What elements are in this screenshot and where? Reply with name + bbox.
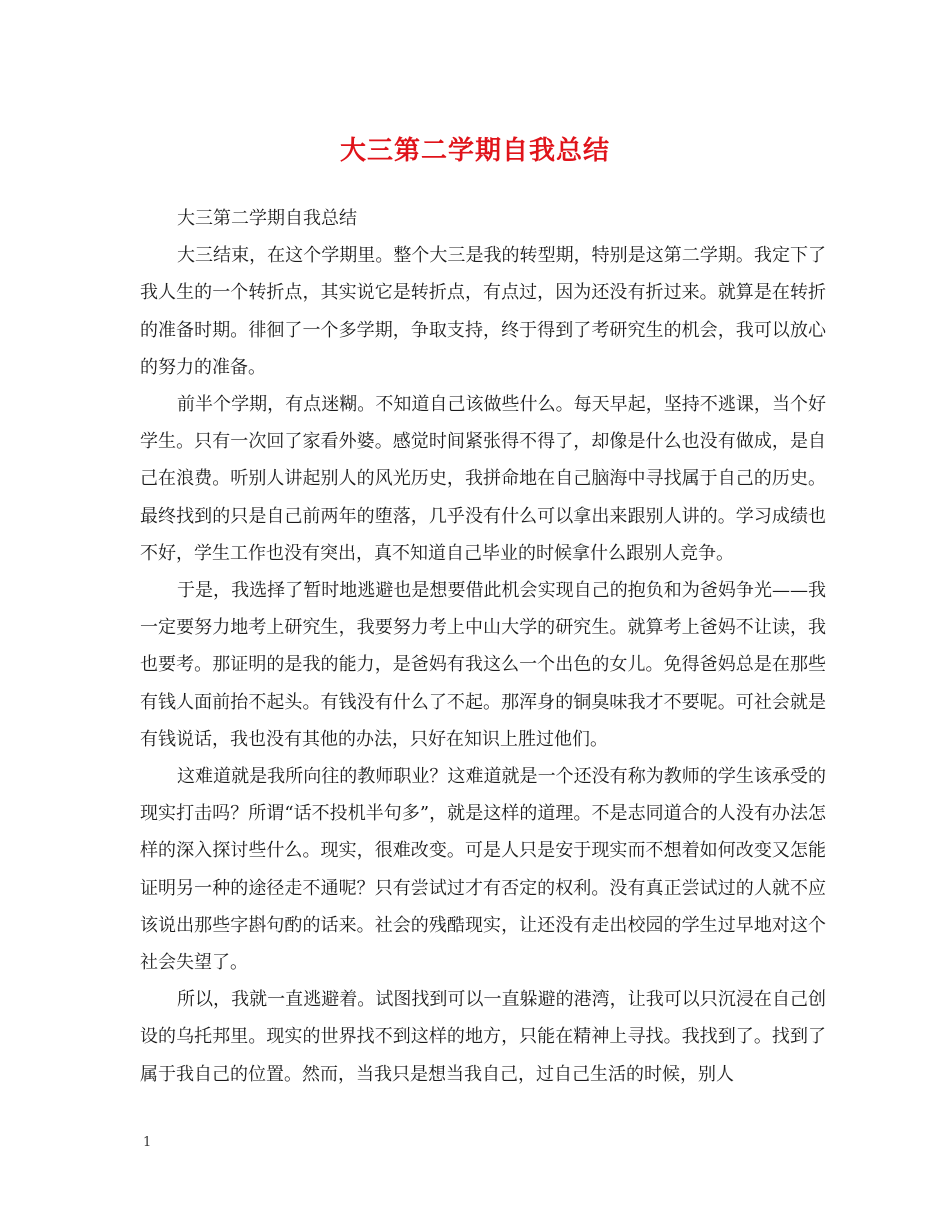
paragraph-subtitle: 大三第二学期自我总结	[177, 208, 357, 229]
document-body	[140, 200, 826, 1093]
document-title: 大三第二学期自我总结	[339, 136, 610, 166]
paragraph: 前半个学期，有点迷糊。不知道自己该做些什么。每天早起，坚持不逃课，当个好学生。只有一次回了家看外婆。感觉时间紧张得不得了，却像是什么也没有做成，是自己在浪费。听别人讲起别人的风光历史，我拼命地在自己脑海中寻找属于自己的历史。最终找到的只是自己前两年的堕落，几乎没有什么可以拿出来跟别人讲的。学习成绩也不好，学生工作也没有突出，真不知道自己毕业的时候拿什么跟别人竞争。	[140, 394, 826, 564]
paragraph: 这难道就是我所向往的教师职业？这难道就是一个还没有称为教师的学生该承受的现实打击吗？所谓“话不投机半句多”，就是这样的道理。不是志同道合的人没有办法怎样的深入探讨些什么。现实，很难改变。可是人只是安于现实而不想着如何改变又怎能证明另一种的途径走不通呢？只有尝试过才有否定的权利。没有真正尝试过的人就不应该说出那些字斟句酌的话来。社会的残酷现实，让还没有走出校园的学生过早地对这个社会失望了。	[140, 766, 826, 974]
paragraph: 于是，我选择了暂时地逃避也是想要借此机会实现自己的抱负和为爸妈争光——我一定要努力地考上研究生，我要努力考上中山大学的研究生。就算考上爸妈不让读，我也要考。那证明的是我的能力，是爸妈有我这么一个出色的女儿。免得爸妈总是在那些有钱人面前抬不起头。有钱没有什么了不起。那浑身的铜臭味我才不要呢。可社会就是有钱说话，我也没有其他的办法，只好在知识上胜过他们。	[140, 580, 826, 750]
paragraph: 大三结束，在这个学期里。整个大三是我的转型期，特别是这第二学期。我定下了我人生的一个转折点，其实说它是转折点，有点过，因为还没有折过来。就算是在转折的准备时期。徘徊了一个多学期，争取支持，终于得到了考研究生的机会，我可以放心的努力的准备。	[140, 245, 826, 378]
paragraph: 所以，我就一直逃避着。试图找到可以一直躲避的港湾，让我可以只沉浸在自己创设的乌托邦里。现实的世界找不到这样的地方，只能在精神上寻找。我找到了。找到了属于我自己的位置。然而，当我只是想当我自己，过自己生活的时候，别人	[140, 989, 826, 1085]
page-number: 1	[143, 1135, 152, 1150]
